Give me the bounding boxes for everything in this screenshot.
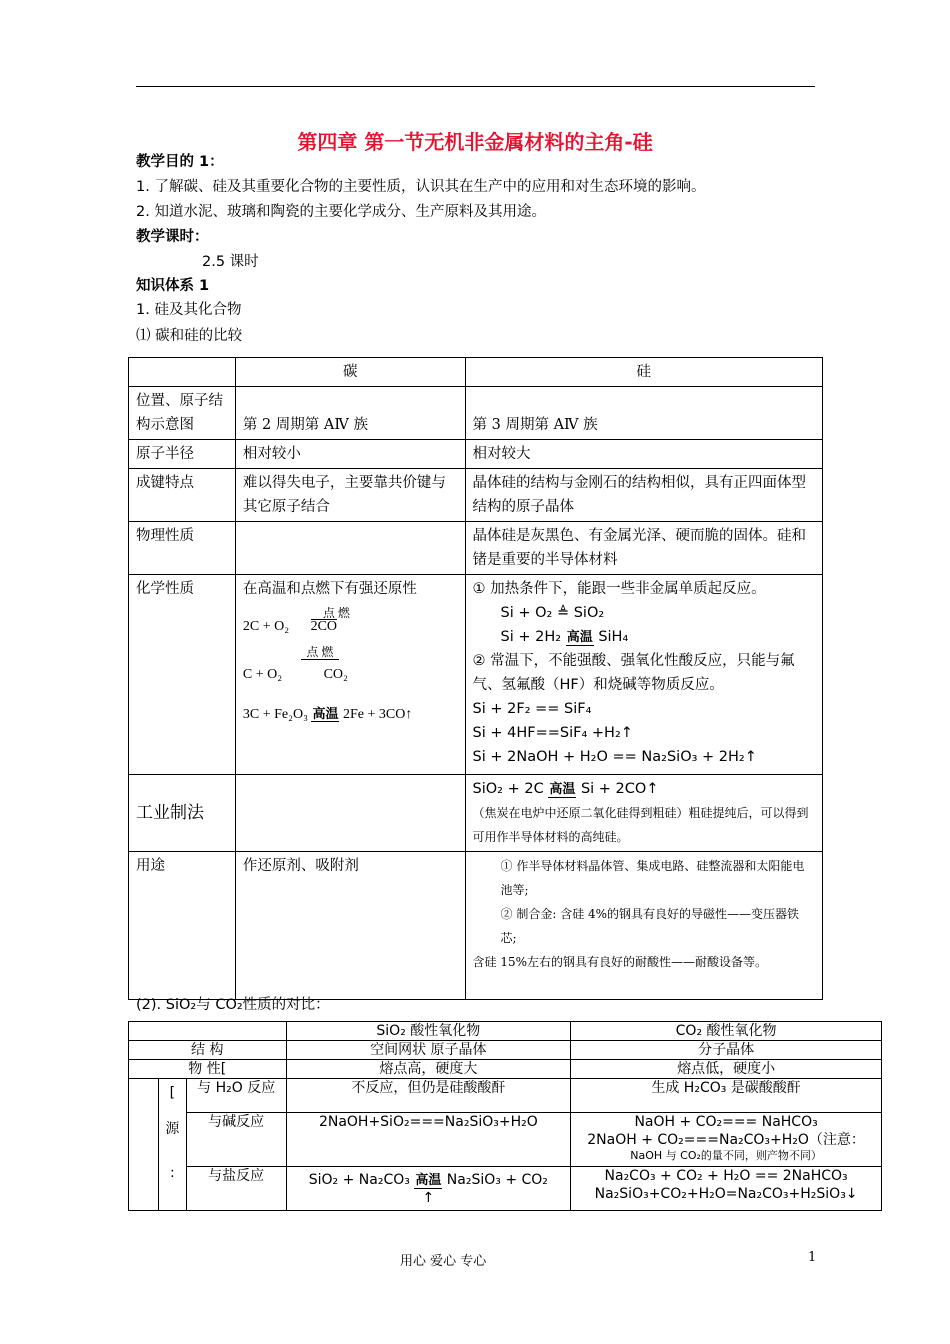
page-title: 第四章 第一节无机非金属材料的主角-硅 (297, 130, 653, 154)
row-label-radius: 原子半径 (129, 440, 236, 469)
silicon-chemical: ① 加热条件下，能跟一些非金属单质起反应。 Si + O₂ ≜ SiO₂ Si + 2H₂ 高温 SiH₄ ② 常温下，不能强酸、强氧化性酸反应，只能与氟气、氢氟酸（HF）和烧碱等物质反应。 Si + 2F₂ == SiF₄ Si + 4HF==SiF₄ +H₂↑ Si + 2NaOH + H₂O == Na₂SiO₃ + 2H₂↑ (465, 575, 822, 775)
knowledge-heading: 知识体系 1 (136, 278, 210, 294)
row-label-usage: 用途 (129, 852, 236, 1000)
row-label-industry: 工业制法 (129, 775, 236, 852)
objective-heading: 教学目的 1： (136, 154, 224, 170)
col-co2: CO₂ 酸性氧化物 (571, 1022, 882, 1041)
si-eq-5: Si + 2NaOH + H₂O == Na₂SiO₃ + 2H₂↑ (472, 749, 757, 765)
co2-water: 生成 H₂CO₃ 是碳酸酸酐 (571, 1079, 882, 1113)
silicon-bond: 晶体硅的结构与金刚石的结构相似，具有正四面体型结构的原子晶体 (465, 469, 822, 522)
carbon-chemical (235, 575, 465, 775)
carbon-eq-3: 3C + Fe₂O₃ 高温 2Fe + 3CO↑ (242, 706, 413, 722)
industry-note: （焦炭在电炉中还原二氧化硅得到粗硅）粗硅提纯后，可以得到可用作半导体材料的高纯硅。 (472, 806, 809, 844)
row-label-base: 与碱反应 (186, 1113, 286, 1167)
carbon-bond: 难以得失电子，主要靠共价键与其它原子结合 (235, 469, 465, 522)
sio2-structure: 空间网状 原子晶体 (286, 1041, 571, 1060)
row-label-physical: 物理性质 (129, 522, 236, 575)
objective-1: 1. 了解碳、硅及其重要化合物的主要性质，认识其在生产中的应用和对生态环境的影响。 (136, 179, 706, 195)
co2-structure: 分子晶体 (571, 1041, 882, 1060)
sio2-physical: 熔点高，硬度大 (286, 1060, 571, 1079)
carbon-eq-1: 2C + O₂ 点 燃 2CO (242, 606, 350, 634)
silicon-physical: 晶体硅是灰黑色、有金属光泽、硬而脆的固体。硅和锗是重要的半导体材料 (465, 522, 822, 575)
objective-2: 2. 知道水泥、玻璃和陶瓷的主要化学成分、生产原料及其用途。 (136, 204, 546, 220)
si-eq-2: Si + 2H₂ 高温 SiH₄ (500, 629, 629, 645)
col-carbon: 碳 (235, 358, 465, 387)
si-eq-4: Si + 4HF==SiF₄ +H₂↑ (472, 725, 633, 741)
col-sio2: SiO₂ 酸性氧化物 (286, 1022, 571, 1041)
co2-salt: Na₂CO₃ + CO₂ + H₂O == 2NaHCO₃ Na₂SiO₃+CO₂+H₂O=Na₂CO₃+H₂SiO₃↓ (571, 1167, 882, 1211)
carbon-position: 第 2 周期第 AⅣ 族 (235, 387, 465, 440)
si-eq-3: Si + 2F₂ == SiF₄ (472, 701, 592, 717)
carbon-radius: 相对较小 (235, 440, 465, 469)
sio2-co2-table (128, 1021, 882, 1211)
carbon-chem-intro: 在高温和点燃下有强还原性 (242, 581, 417, 597)
silicon-industry (465, 775, 822, 852)
col-silicon: 硅 (465, 358, 822, 387)
row-label-position: 位置、原子结构示意图 (129, 387, 236, 440)
row-label-physical-2: 物 性[ (129, 1060, 287, 1079)
row-label-chemical: 化学性质 (129, 575, 236, 775)
row-label-structure: 结 构 (129, 1041, 287, 1060)
section-1-subheading: ⑴ 碳和硅的比较 (136, 328, 243, 344)
sio2-base: 2NaOH+SiO₂===Na₂SiO₃+H₂O (286, 1113, 571, 1167)
footer-motto: 用心 爱心 专心 (400, 1254, 487, 1269)
row-label-bond: 成键特点 (129, 469, 236, 522)
side-chars: [ 源 : (158, 1079, 186, 1211)
sio2-salt: SiO₂ + Na₂CO₃ 高温 Na₂SiO₃ + CO₂ ↑ (286, 1167, 571, 1211)
hours-heading: 教学课时： (136, 229, 209, 245)
silicon-usage: ① 作半导体材料晶体管、集成电路、硅整流器和太阳能电池等; ② 制合金: 含硅 4%的钢具有良好的导磁性——变压器铁芯; 含硅 15%左右的钢具有良好的耐酸性——耐酸设备等。 (465, 852, 822, 1000)
header-rule (136, 86, 815, 87)
page-number: 1 (808, 1250, 817, 1265)
carbon-usage: 作还原剂、吸附剂 (235, 852, 465, 1000)
industry-eq: SiO₂ + 2C 高温 Si + 2CO↑ (472, 781, 659, 797)
carbon-eq-2: C + O₂ 点 燃 CO₂ (242, 645, 348, 682)
row-label-water: 与 H₂O 反应 (186, 1079, 286, 1113)
co2-base: NaOH + CO₂=== NaHCO₃ 2NaOH + CO₂===Na₂CO₃+H₂O（注意： NaOH 与 CO₂的量不同，则产物不同） (571, 1113, 882, 1167)
row-label-salt: 与盐反应 (186, 1167, 286, 1211)
silicon-position: 第 3 周期第 AⅣ 族 (465, 387, 822, 440)
sio2-water: 不反应，但仍是硅酸酸酐 (286, 1079, 571, 1113)
carbon-physical (235, 522, 465, 575)
high-temp-condition: 高温 (312, 706, 339, 721)
hours-value: 2.5 课时 (202, 254, 259, 270)
section-1-heading: 1. 硅及其化合物 (136, 302, 242, 318)
silicon-radius: 相对较大 (465, 440, 822, 469)
section-2-heading: (2). SiO₂与 CO₂性质的对比： (136, 997, 330, 1013)
carbon-silicon-table (128, 357, 823, 1000)
si-eq-1: Si + O₂ ≜ SiO₂ (500, 605, 605, 621)
co2-physical: 熔点低，硬度小 (571, 1060, 882, 1079)
